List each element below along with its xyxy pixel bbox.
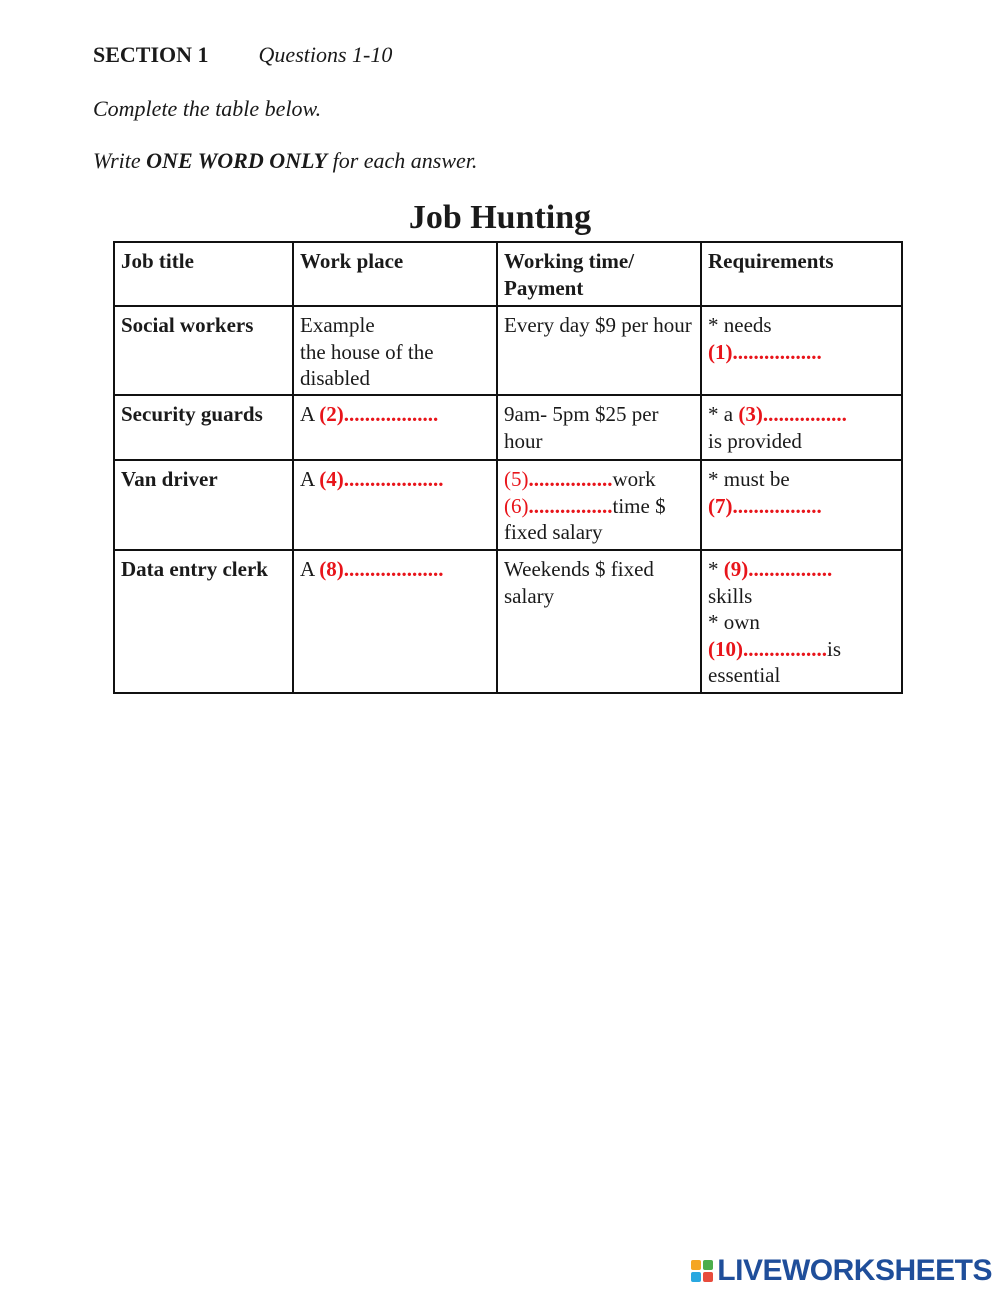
answer-number-6: (6) [504, 493, 529, 518]
requirements-cell: * must be (7)................. [701, 460, 902, 550]
questions-range: Questions 1-10 [258, 42, 393, 67]
working-time-cell: 9am- 5pm $25 per hour [497, 395, 701, 460]
answer-blank-9[interactable]: (9)................ [723, 557, 833, 581]
header-working-time: Working time/ Payment [497, 242, 701, 306]
work-place-cell: A (2).................. [293, 395, 497, 460]
table-row [114, 306, 902, 395]
working-time-cell: Every day $9 per hour [497, 306, 701, 395]
table-row [114, 550, 902, 693]
example-answer: the house of the disabled [300, 339, 434, 390]
job-title-cell: Security guards [114, 395, 293, 460]
liveworksheets-logo-icon [691, 1260, 713, 1282]
section-heading [93, 42, 392, 68]
answer-blank-2[interactable]: (2).................. [319, 402, 439, 426]
liveworksheets-logo [691, 1254, 992, 1288]
answer-blank-3[interactable]: (3)................ [738, 402, 847, 426]
requirements-cell: * a (3)................ is provided [701, 395, 902, 460]
word-limit-emphasis: ONE WORD ONLY [146, 148, 328, 173]
example-label: Example [300, 313, 375, 337]
answer-blank-5[interactable]: ................ [528, 467, 613, 491]
logo-text: LIVEWORKSHEETS [717, 1254, 992, 1287]
job-title-cell: Social workers [114, 306, 293, 395]
header-job-title: Job title [114, 242, 293, 306]
header-work-place: Work place [293, 242, 497, 306]
job-hunting-table [113, 241, 903, 694]
table-row [114, 460, 902, 550]
answer-blank-7[interactable]: (7)................. [708, 493, 822, 518]
job-title-cell: Data entry clerk [114, 550, 293, 693]
instruction-complete-table: Complete the table below. [93, 96, 322, 121]
table-title: Job Hunting [408, 199, 592, 236]
answer-number-5: (5) [504, 467, 529, 491]
answer-blank-6[interactable]: ................ [528, 493, 613, 518]
work-place-cell [293, 306, 497, 395]
answer-blank-4[interactable]: (4)................... [319, 467, 444, 491]
answer-blank-8[interactable]: (8)................... [319, 557, 444, 581]
working-time-cell: (5)................work (6)................time $ fixed salary [497, 460, 701, 550]
table-row [114, 395, 902, 460]
answer-blank-10[interactable]: (10)................ [708, 636, 827, 661]
section-label: SECTION 1 [93, 42, 209, 67]
work-place-cell: A (8)................... [293, 550, 497, 693]
answer-blank-1[interactable]: (1)................. [708, 339, 822, 364]
job-title-cell: Van driver [114, 460, 293, 550]
table-header-row [114, 242, 902, 306]
work-place-cell: A (4)................... [293, 460, 497, 550]
instruction-word-limit: Write ONE WORD ONLY for each answer. [93, 148, 478, 173]
working-time-cell: Weekends $ fixed salary [497, 550, 701, 693]
header-requirements: Requirements [701, 242, 902, 306]
requirements-cell: * (9)................ skills * own (10)................is essential [701, 550, 902, 693]
requirements-cell: * needs (1)................. [701, 306, 902, 395]
